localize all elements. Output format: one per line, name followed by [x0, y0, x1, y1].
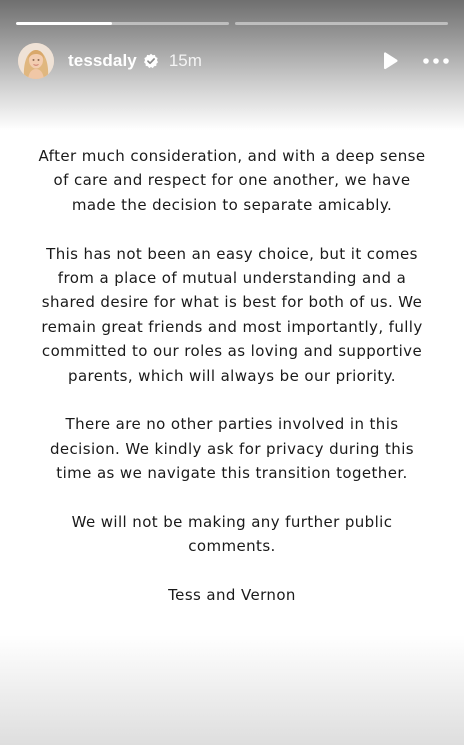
statement-paragraph-3: There are no other parties involved in this decision. We kindly ask for privacy during this time as we navigate this transition together.	[49, 415, 414, 483]
bottom-gradient-overlay	[0, 635, 464, 745]
more-options-icon	[423, 58, 449, 64]
play-button[interactable]	[378, 49, 402, 73]
statement-text	[30, 144, 434, 632]
verified-badge-icon	[143, 53, 159, 69]
more-options-button[interactable]	[422, 49, 450, 73]
story-progress-fill-1	[16, 22, 112, 25]
story-progress-segment-1	[16, 22, 229, 25]
statement-signature: Tess and Vernon	[168, 586, 296, 605]
post-time: 15m	[168, 51, 202, 70]
profile-photo-icon	[18, 43, 54, 79]
statement-paragraph-4: We will not be making any further public comments.	[71, 513, 393, 556]
story-progress-segment-2	[235, 22, 448, 25]
play-icon	[381, 51, 399, 71]
username[interactable]: tessdaly	[68, 51, 137, 70]
statement-paragraph-1: After much consideration, and with a deep sense of care and respect for one another, we have made the decision to separate amicably.	[38, 147, 426, 214]
story-header	[18, 42, 450, 80]
avatar[interactable]	[18, 43, 54, 79]
story-progress-bar	[16, 22, 448, 25]
statement-paragraph-2: This has not been an easy choice, but it comes from a place of mutual understanding and a shared desire for what is best for both of us. We remain great friends and most importantly, fully committed to our roles as loving and supportive parents, which will always be our priority.	[41, 244, 423, 385]
